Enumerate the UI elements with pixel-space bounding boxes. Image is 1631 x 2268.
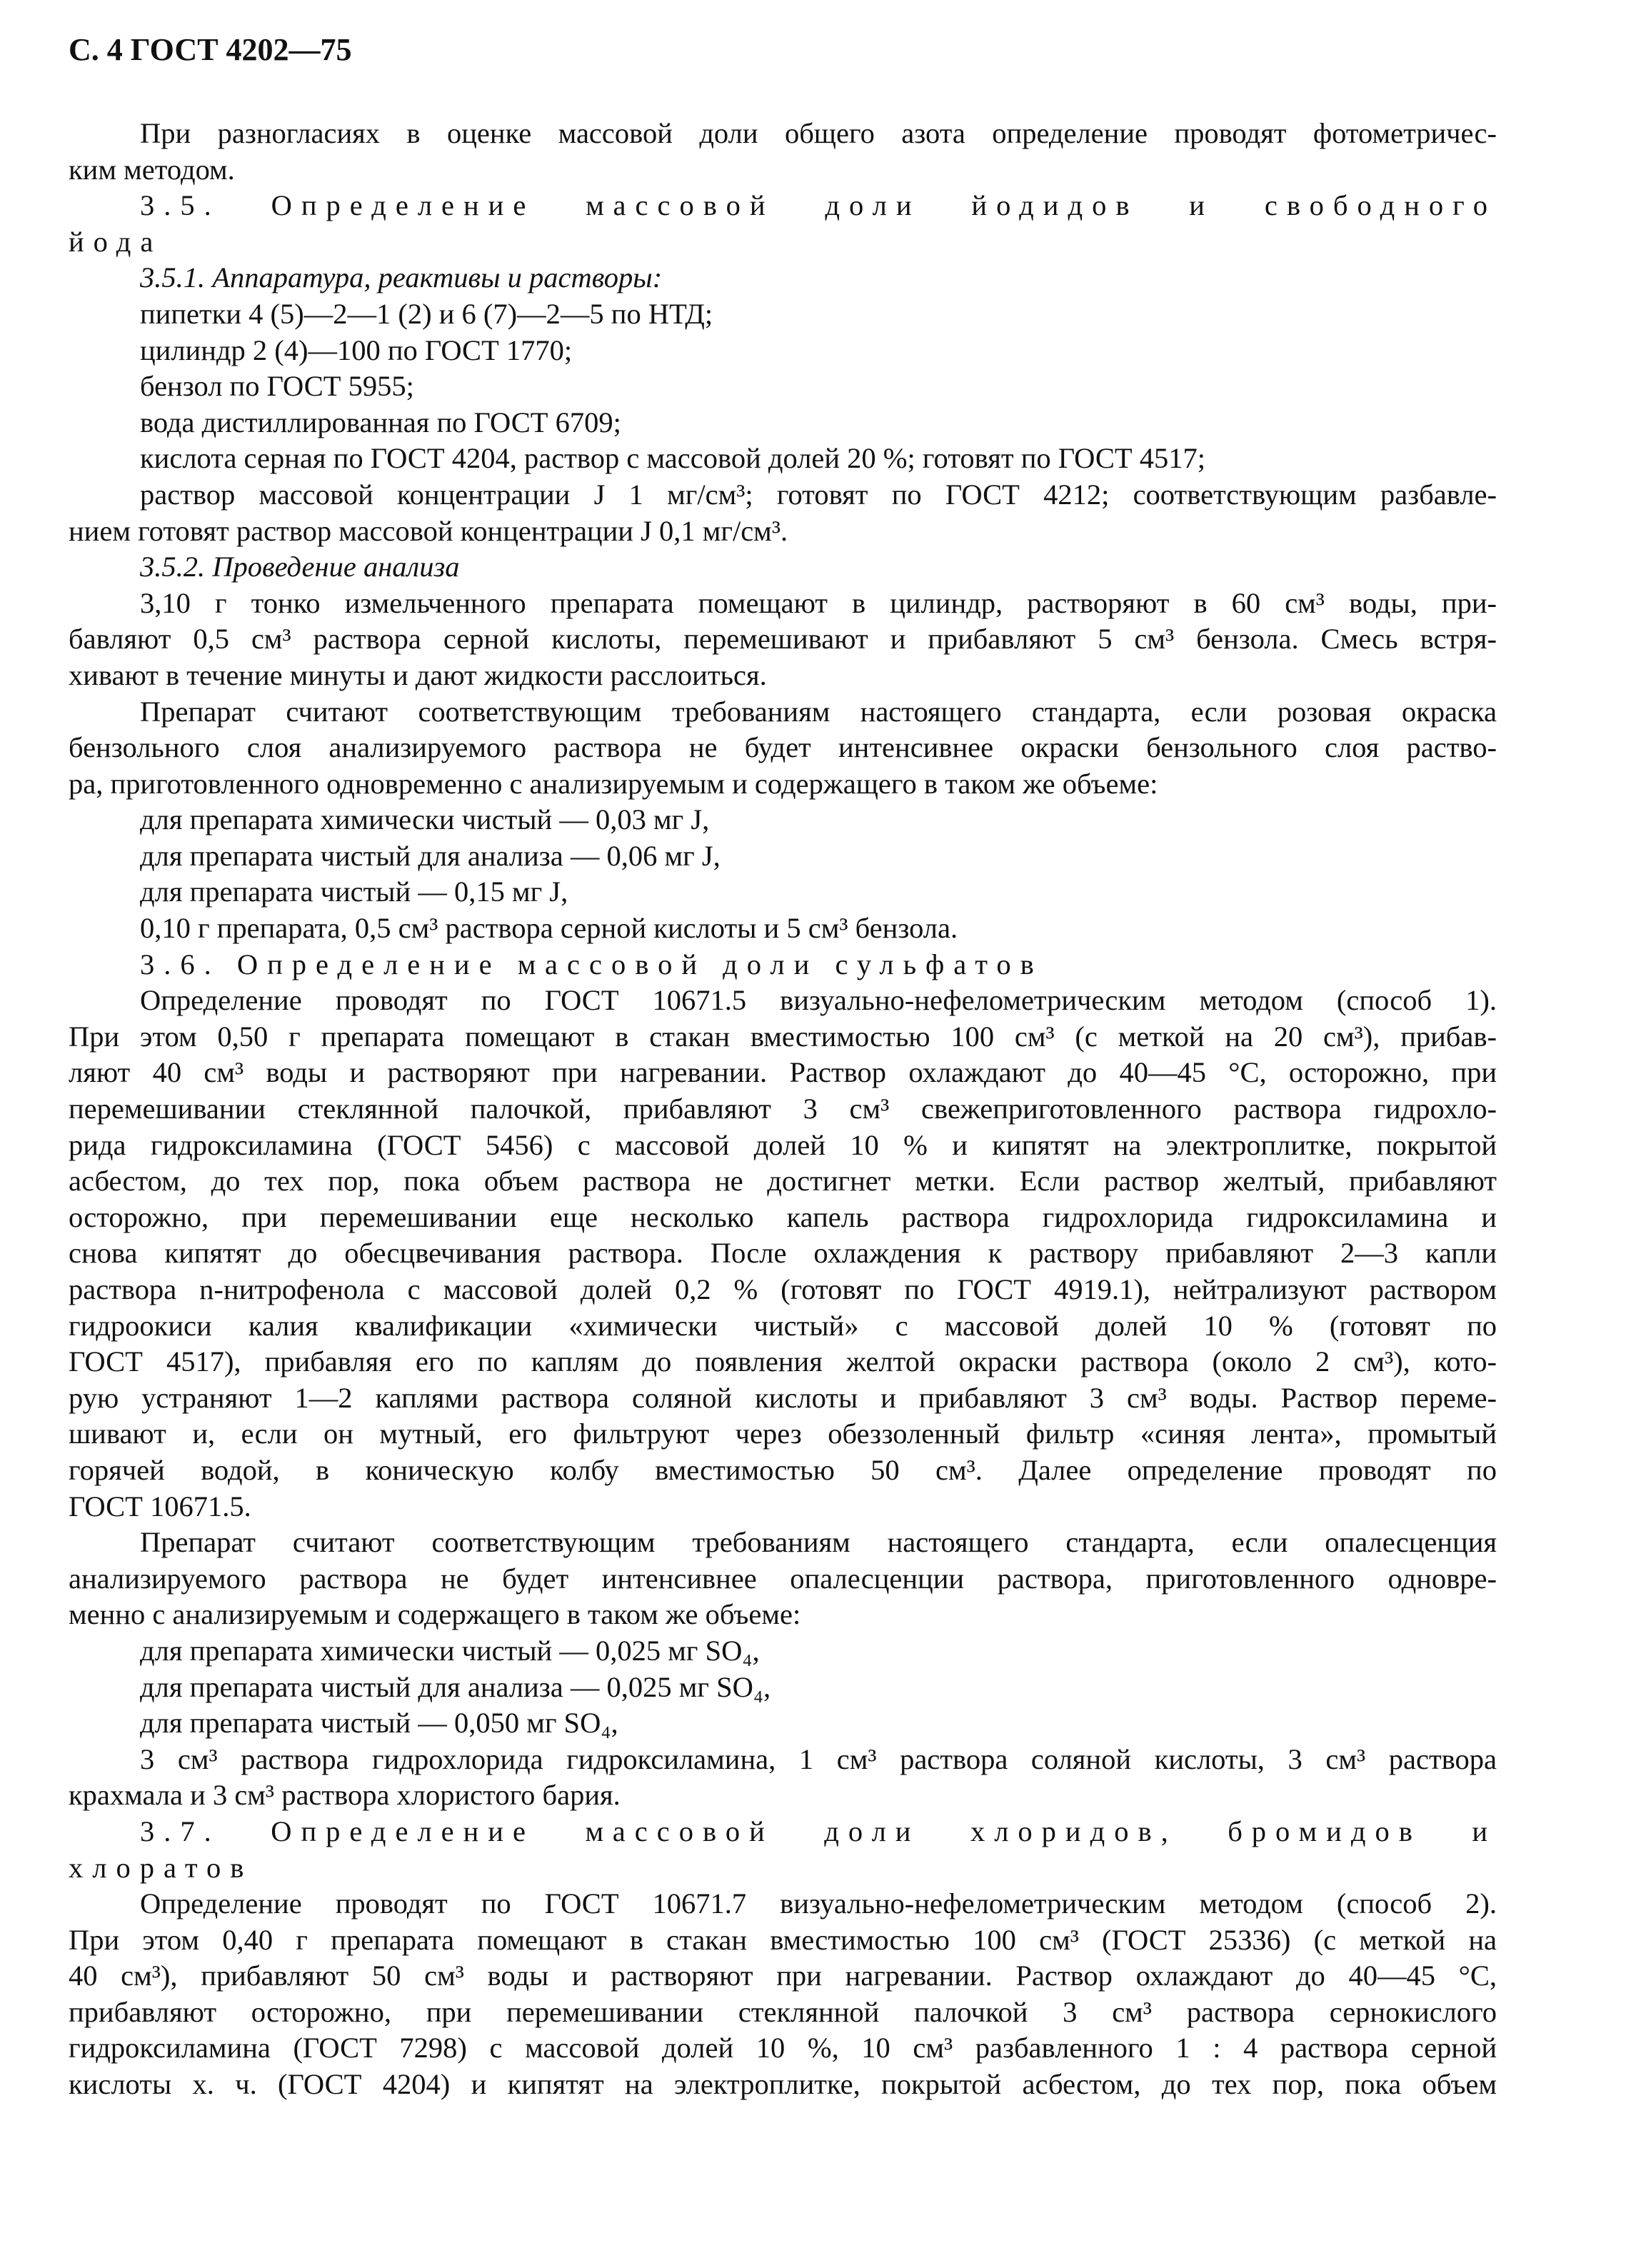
text-line: 3.5.2. Проведение анализа: [140, 551, 460, 583]
text-line: Определение проводят по ГОСТ 10671.5 визуально-нефелометрическим методом (способ 1).: [140, 984, 1497, 1017]
text-line: ГОСТ 10671.5.: [69, 1490, 251, 1522]
document-body: [69, 116, 1497, 2103]
section-heading-line: йода: [69, 225, 163, 258]
section-heading-line: 3.7. Определение массовой доли хлоридов, бромидов и: [140, 1815, 1497, 1847]
text-line: пипетки 4 (5)—2—1 (2) и 6 (7)—2—5 по НТД;: [140, 297, 713, 330]
text-line: осторожно, при перемешивании еще несколько капель раствора гидрохлорида гидроксиламина и: [69, 1200, 1497, 1233]
text-line: кислоты х. ч. (ГОСТ 4204) и кипятят на электроплитке, покрытой асбестом, до тех пор, пока объем: [69, 2068, 1497, 2101]
text-line: При разногласиях в оценке массовой доли общего азота определение проводят фотометричес-: [140, 117, 1497, 149]
text-line: раствора n-нитрофенола с массовой долей 0,2 % (готовят по ГОСТ 4919.1), нейтрализуют раствором: [69, 1273, 1497, 1305]
text-line: рида гидроксиламина (ГОСТ 5456) с массовой долей 10 % и кипятят на электроплитке, покрытой: [69, 1128, 1497, 1161]
text-line: для препарата чистый — 0,15 мг J,: [140, 875, 568, 908]
text-line: 0,10 г препарата, 0,5 см³ раствора серной кислоты и 5 см³ бензола.: [140, 912, 958, 945]
section-heading-line: хлоратов: [69, 1851, 254, 1884]
text-line: прибавляют осторожно, при перемешивании стеклянной палочкой 3 см³ раствора сернокислого: [69, 1995, 1497, 2028]
text-line: кислота серная по ГОСТ 4204, раствор с массовой долей 20 %; готовят по ГОСТ 4517;: [140, 442, 1206, 475]
text-line: 40 см³), прибавляют 50 см³ воды и растворяют при нагревании. Раствор охлаждают до 40—45 °С,: [69, 1960, 1497, 1992]
text-line: гидроокиси калия квалификации «химически чистый» с массовой долей 10 % (готовят по: [69, 1309, 1497, 1342]
text-line: для препарата чистый для анализа — 0,06 мг J,: [140, 839, 721, 872]
text-line: 3,10 г тонко измельченного препарата помещают в цилиндр, растворяют в 60 см³ воды, при-: [140, 586, 1497, 619]
section-heading-line: 3.6. Определение массовой доли сульфатов: [140, 948, 1043, 980]
text-line: 3 см³ раствора гидрохлорида гидроксиламина, 1 см³ раствора соляной кислоты, 3 см³ раствора: [140, 1742, 1497, 1775]
text-line: вода дистиллированная по ГОСТ 6709;: [140, 406, 621, 438]
text-line: для препарата химически чистый — 0,03 мг J,: [140, 803, 710, 836]
text-line: для препарата чистый — 0,050 мг SO₄,: [140, 1707, 618, 1740]
text-line: гидроксиламина (ГОСТ 7298) с массовой долей 10 %, 10 см³ разбавленного 1 : 4 раствора серной: [69, 2032, 1497, 2064]
text-line: хивают в течение минуты и дают жидкости расслоиться.: [69, 658, 767, 691]
text-line: менно с анализируемым и содержащего в таком же объеме:: [69, 1598, 801, 1631]
text-line: асбестом, до тех пор, пока объем раствора не достигнет метки. Если раствор желтый, прибавляют: [69, 1165, 1497, 1198]
text-line: ляют 40 см³ воды и растворяют при нагревании. Раствор охлаждают до 40—45 °С, осторожно, при: [69, 1056, 1497, 1089]
text-line: для препарата химически чистый — 0,025 мг SO₄,: [140, 1634, 760, 1667]
text-line: бензол по ГОСТ 5955;: [140, 370, 414, 403]
text-line: нием готовят раствор массовой концентрации J 0,1 мг/см³.: [69, 514, 788, 547]
text-line: для препарата чистый для анализа — 0,025 мг SO₄,: [140, 1670, 771, 1703]
text-line: Препарат считают соответствующим требованиям настоящего стандарта, если розовая окраска: [140, 695, 1497, 728]
text-line: цилиндр 2 (4)—100 по ГОСТ 1770;: [140, 333, 573, 366]
text-line: ким методом.: [69, 153, 235, 186]
text-line: При этом 0,50 г препарата помещают в стакан вместимостью 100 см³ (с меткой на 20 см³), прибав-: [69, 1020, 1497, 1053]
text-line: Препарат считают соответствующим требованиям настоящего стандарта, если опалесценция: [140, 1526, 1497, 1559]
text-line: 3.5.1. Аппаратура, реактивы и растворы:: [140, 261, 663, 294]
text-line: горячей водой, в коническую колбу вместимостью 50 см³. Далее определение проводят по: [69, 1453, 1497, 1486]
text-line: бавляют 0,5 см³ раствора серной кислоты, перемешивают и прибавляют 5 см³ бензола. Смесь встря-: [69, 623, 1497, 656]
running-head: С. 4 ГОСТ 4202—75: [69, 32, 352, 67]
text-line: рую устраняют 1—2 каплями раствора соляной кислоты и прибавляют 3 см³ воды. Раствор переме-: [69, 1381, 1497, 1414]
section-heading-line: 3.5. Определение массовой доли йодидов и свободного: [140, 189, 1497, 222]
text-line: ра, приготовленного одновременно с анализируемым и содержащего в таком же объеме:: [69, 767, 1158, 800]
text-line: ГОСТ 4517), прибавляя его по каплям до появления желтой окраски раствора (около 2 см³), кото-: [69, 1345, 1497, 1378]
text-line: Определение проводят по ГОСТ 10671.7 визуально-нефелометрическим методом (способ 2).: [140, 1887, 1497, 1920]
text-line: снова кипятят до обесцвечивания раствора. После охлаждения к раствору прибавляют 2—3 капли: [69, 1237, 1497, 1270]
text-line: бензольного слоя анализируемого раствора не будет интенсивнее окраски бензольного слоя раство-: [69, 731, 1497, 764]
text-line: перемешивании стеклянной палочкой, прибавляют 3 см³ свежеприготовленного раствора гидрохло-: [69, 1093, 1497, 1125]
text-line: анализируемого раствора не будет интенсивнее опалесценции раствора, приготовленного одновре-: [69, 1562, 1497, 1595]
text-line: шивают и, если он мутный, его фильтруют через обеззоленный фильтр «синяя лента», промытый: [69, 1418, 1497, 1450]
text-line: При этом 0,40 г препарата помещают в стакан вместимостью 100 см³ (ГОСТ 25336) (с меткой на: [69, 1923, 1497, 1956]
text-line: крахмала и 3 см³ раствора хлористого бария.: [69, 1779, 621, 1812]
text-line: раствор массовой концентрации J 1 мг/см³; готовят по ГОСТ 4212; соответствующим разбавле-: [140, 478, 1497, 511]
